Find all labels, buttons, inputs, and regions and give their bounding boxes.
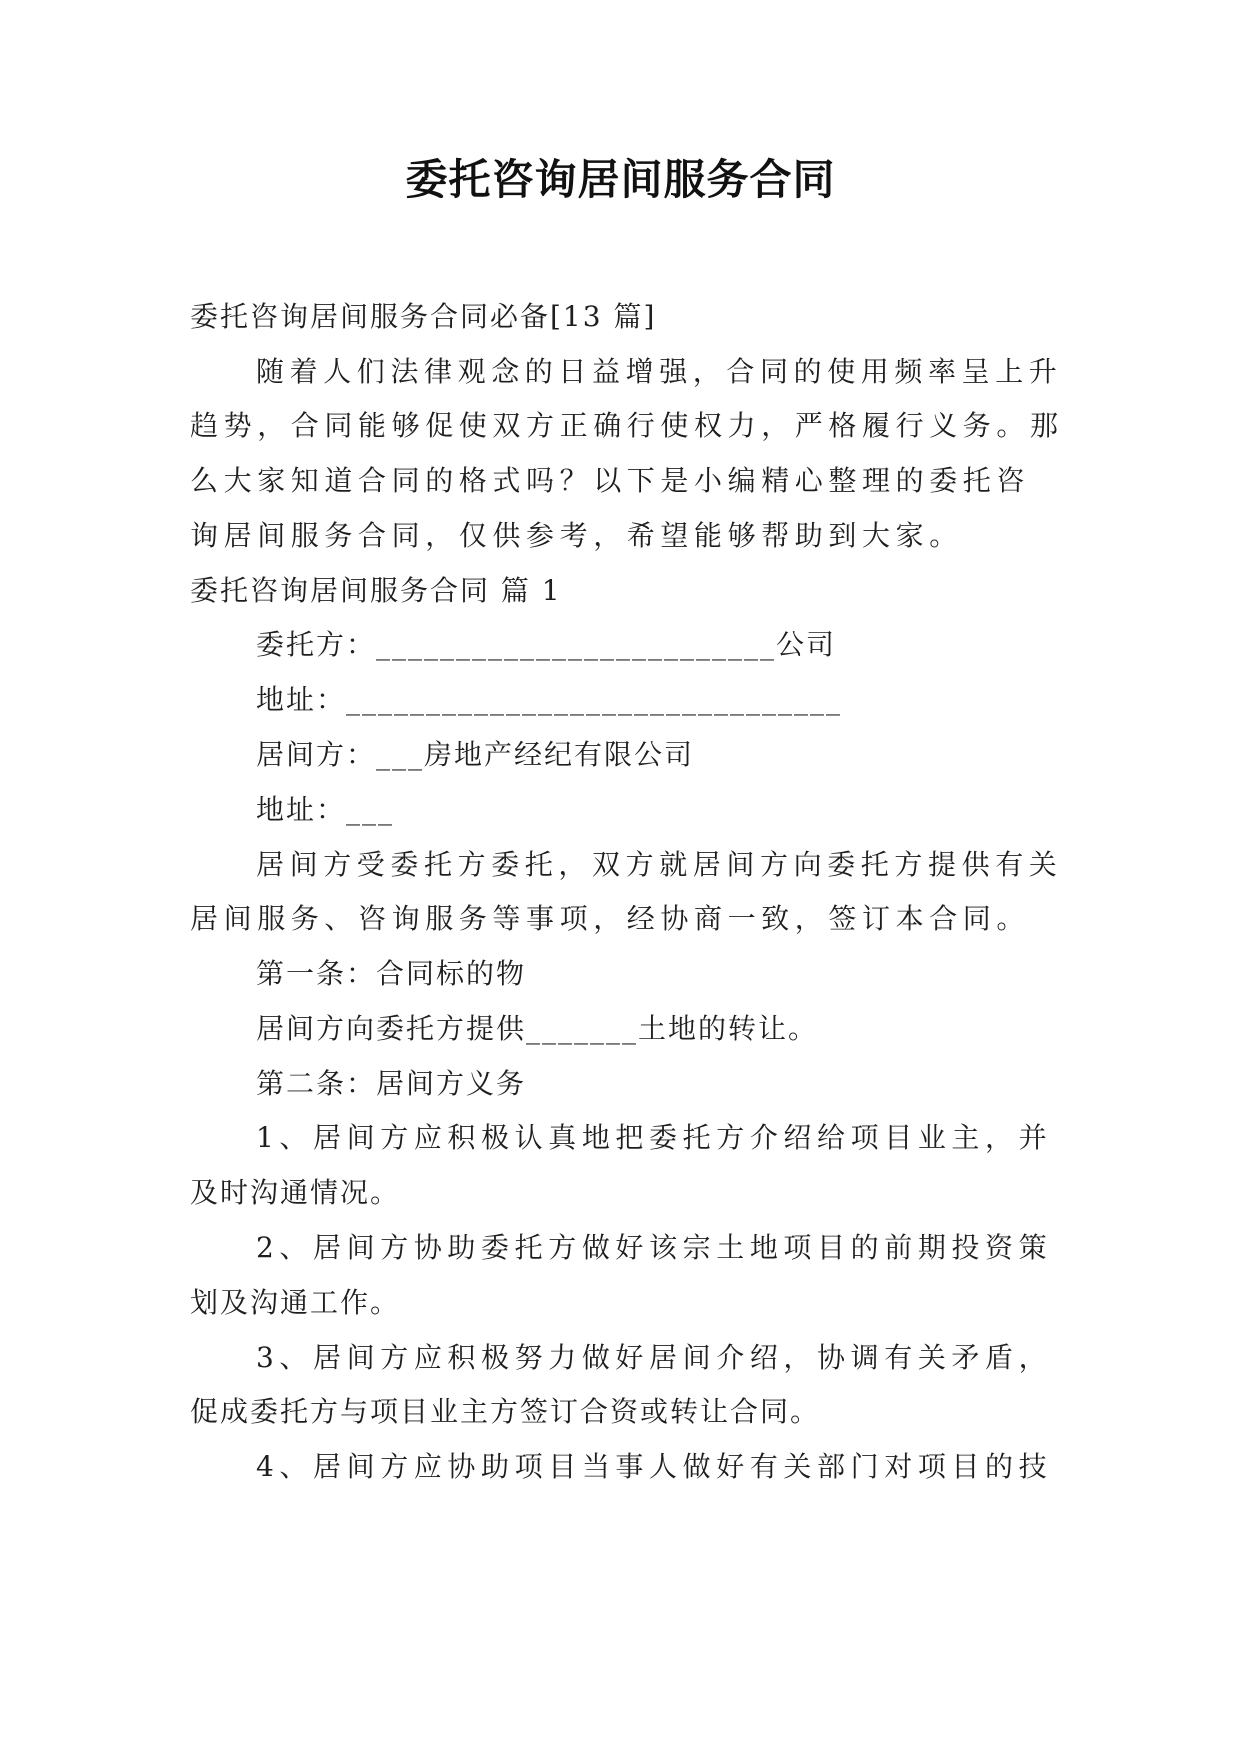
document-title: 委托咨询居间服务合同 [405, 155, 836, 204]
clause-1-line-1: 1、居间方应积极认真地把委托方介绍给项目业主，并 [256, 1121, 1053, 1154]
broker-field: 居间方：___房地产经纪有限公司 [256, 738, 695, 771]
section-heading: 委托咨询居间服务合同 篇 1 [190, 574, 562, 607]
article-1-heading: 第一条：合同标的物 [256, 957, 527, 990]
clause-3-line-2: 促成委托方与项目业主方签订合资或转让合同。 [190, 1395, 821, 1428]
intro-line-1: 随着人们法律观念的日益增强，合同的使用频率呈上升 [256, 355, 1063, 388]
article-2-heading: 第二条：居间方义务 [256, 1067, 527, 1100]
clause-1-line-2: 及时沟通情况。 [190, 1176, 401, 1209]
intro-line-2: 趋势，合同能够促使双方正确行使权力，严格履行义务。那 [190, 409, 1064, 442]
preamble-line-2: 居间服务、咨询服务等事项，经协商一致，签订本合同。 [190, 902, 1031, 935]
subtitle-line: 委托咨询居间服务合同必备[13 篇] [190, 300, 657, 333]
preamble-line-1: 居间方受委托方委托，双方就居间方向委托方提供有关 [256, 848, 1063, 881]
clause-2-line-1: 2、居间方协助委托方做好该宗土地项目的前期投资策 [256, 1231, 1053, 1264]
intro-line-3: 么大家知道合同的格式吗？以下是小编精心整理的委托咨 [190, 464, 1031, 497]
intro-line-4: 询居间服务合同，仅供参考，希望能够帮助到大家。 [190, 519, 963, 552]
clause-4-line-1: 4、居间方应协助项目当事人做好有关部门对项目的技 [256, 1450, 1053, 1483]
client-field: 委托方：_________________________公司 [256, 628, 837, 661]
article-1-text: 居间方向委托方提供_______土地的转让。 [256, 1012, 819, 1045]
clause-2-line-2: 划及沟通工作。 [190, 1286, 401, 1319]
broker-address-field: 地址：___ [256, 793, 395, 826]
client-address-field: 地址：_______________________________ [256, 683, 843, 716]
clause-3-line-1: 3、居间方应积极努力做好居间介绍，协调有关矛盾， [256, 1341, 1053, 1374]
